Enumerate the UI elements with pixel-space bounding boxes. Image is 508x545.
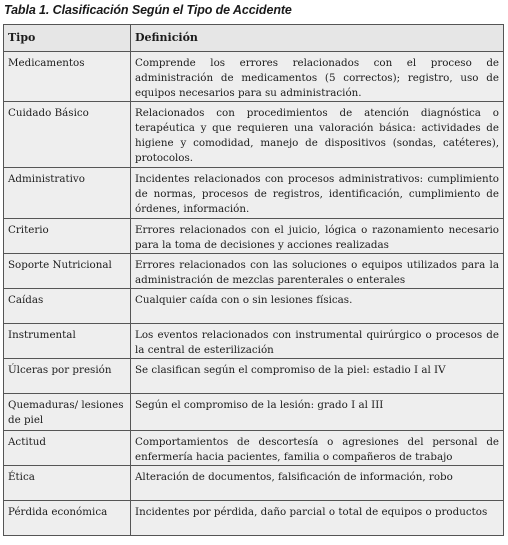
cell-tipo: Ética xyxy=(4,466,131,501)
table-row xyxy=(4,289,504,324)
table-row xyxy=(4,466,504,501)
cell-definicion: Errores relacionados con las soluciones o equipos utilizados para la administración de mezclas parenterales o enterales xyxy=(131,254,504,289)
cell-definicion: Incidentes por pérdida, daño parcial o total de equipos o productos xyxy=(131,501,504,536)
table-row xyxy=(4,254,504,289)
cell-definicion: Los eventos relacionados con instrumental quirúrgico o procesos de la central de esterilización xyxy=(131,324,504,359)
cell-definicion: Incidentes relacionados con procesos administrativos: cumplimiento de normas, procesos de registros, identificación, cumplimiento de órdenes, información. xyxy=(131,168,504,219)
cell-tipo: Medicamentos xyxy=(4,52,131,102)
header-definicion: Definición xyxy=(131,25,504,52)
cell-tipo: Criterio xyxy=(4,219,131,254)
table-row xyxy=(4,102,504,168)
table-row xyxy=(4,394,504,431)
cell-definicion: Comportamientos de descortesía o agresiones del personal de enfermería hacia pacientes, familia o compañeros de trabajo xyxy=(131,431,504,466)
table-caption: Tabla 1. Clasificación Según el Tipo de Accidente xyxy=(4,3,292,17)
cell-definicion: Errores relacionados con el juicio, lógica o razonamiento necesario para la toma de decisiones y acciones realizadas xyxy=(131,219,504,254)
table-row xyxy=(4,324,504,359)
cell-tipo: Quemaduras/ lesiones de piel xyxy=(4,394,131,431)
cell-tipo: Cuidado Básico xyxy=(4,102,131,168)
table-row xyxy=(4,219,504,254)
table-row xyxy=(4,501,504,536)
table-row xyxy=(4,168,504,219)
cell-tipo: Caídas xyxy=(4,289,131,324)
cell-definicion: Comprende los errores relacionados con el proceso de administración de medicamentos (5 correctos); registro, uso de equipos necesarios para su administración. xyxy=(131,52,504,102)
table-row xyxy=(4,431,504,466)
cell-tipo: Soporte Nutricional xyxy=(4,254,131,289)
cell-definicion: Alteración de documentos, falsificación de información, robo xyxy=(131,466,504,501)
table-row xyxy=(4,359,504,394)
cell-tipo: Pérdida económica xyxy=(4,501,131,536)
cell-definicion: Relacionados con procedimientos de atención diagnóstica o terapéutica y que requieren una valoración básica: actividades de higiene y comodidad, manejo de dispositivos (sondas, catéteres), protocolos. xyxy=(131,102,504,168)
cell-tipo: Úlceras por presión xyxy=(4,359,131,394)
cell-tipo: Instrumental xyxy=(4,324,131,359)
cell-definicion: Según el compromiso de la lesión: grado I al III xyxy=(131,394,504,431)
cell-definicion: Cualquier caída con o sin lesiones físicas. xyxy=(131,289,504,324)
cell-tipo: Actitud xyxy=(4,431,131,466)
accident-classification-table xyxy=(3,24,504,536)
header-tipo: Tipo xyxy=(4,25,131,52)
table-row xyxy=(4,52,504,102)
table-header-row xyxy=(4,25,504,52)
cell-tipo: Administrativo xyxy=(4,168,131,219)
cell-definicion: Se clasifican según el compromiso de la piel: estadio I al IV xyxy=(131,359,504,394)
